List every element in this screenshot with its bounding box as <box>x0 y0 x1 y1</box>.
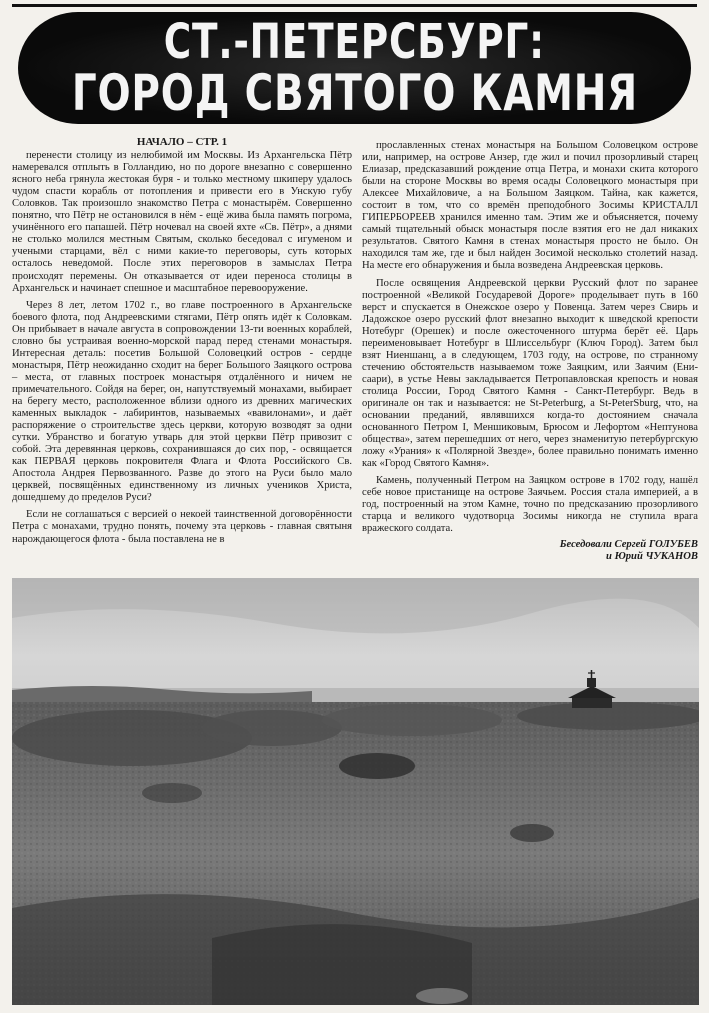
right-paragraph-1: прославленных стенах монастыря на Большом Соловецком острове или, например, на острове Анзер, где жил и почил прозорливый старец Елиазар, предсказавший рождение отца Петра, и монахи скита которого были на стороне Москвы во время осады Соловецкого монастыря при Алексее Михайловиче, а на Большом Заяцком. Тайна, как кажется, состоит в том, что со времён преподобного Зосимы КРИСТАЛЛ ГИПЕРБОРЕЕВ хранился именно там. Этим же и объясняется, почему самый тщательный обыск монастыря после взятия его не дал никаких результатов. Святого Камня в стенах монастыря просто не было. Он находился там же, где и был найден Зосимой несколько столетий назад. На месте его обнаружения и была возведена Андреевская церковь. <box>362 140 698 272</box>
headline-line-1: СТ.-ПЕТЕРСБУРГ: <box>163 14 546 70</box>
headline-line-2: ГОРОД СВЯТОГО КАМНЯ <box>71 64 638 122</box>
signature-line-2: и Юрий ЧУКАНОВ <box>606 550 698 562</box>
left-paragraph-2: Через 8 лет, летом 1702 г., во главе построенного в Архангельске боевого флота, под Андреевскими стягами, Пётр опять идёт к Соловкам. Он прибывает в начале августа в сопровождении 13-ти военных кораблей, словно бы устраивая военно-морской парад перед стенами монастыря. Интересная деталь: посетив Большой Соловецкий остров - сердце монастыря, Пётр неожиданно сходит на берег Большого Заяцкого острова – места, от главных построек монастыря отдалённого и ничем не примечательного. Сойдя на берег, он, напутствуемый монахами, выбирает на берегу место, расположенное вблизи одного из древних магических каменных выкладок - лабиринтов, называемых «вавилонами», и даёт распоряжение о строительстве здесь церкви, которую возводят за одни сутки. Убранство и богатую утварь для этой церкви Пётр привозит с собой. Эта деревянная церковь, сохранившаяся до сих пор, - освящается как ПЕРВАЯ церковь покровителя Флага и Флота Российского Св. Апостола Андрея Первозванного. Разве до этого на Руси было мало церквей, посвящённых единственному из личных учеников Христа, дошедшему до пределов Руси? <box>12 299 352 504</box>
left-paragraph-1: перенести столицу из нелюбимой им Москвы. Из Архангельска Пётр намеревался отплыть в Голландию, но по дороге внезапно с совершенно ясного неба грянула жестокая буря - и только местному шкиперу удалось чудом спасти корабль от потопления и привести его в Унскую губу Соловков. Так произошло знакомство Петра с монастырём. Совершенно понятно, что Пётр не остановился в нём - ещё жива была память погрома, учинённого его папашей. Пётр ночевал на своей яхте «Св. Пётр», а днями не столько молился местным Святым, сколько беседовал с игуменом и учеными старцами, вёл с ними какие-то переговоры, суть которых осталось неведомой. После этих переговоров в замыслах Петра происходят перемены. Он отказывается от идеи переноса столицы в Архангельск и начинает спешное и масштабное перевооружение. <box>12 150 352 294</box>
landscape-photo <box>12 578 699 1005</box>
right-column <box>362 140 698 563</box>
left-paragraph-3: Если не соглашаться с версией о некоей таинственной договорённости Петра с монахами, трудно понять, почему эта церковь - главная святыня нарождающегося флота - была поставлена не в <box>12 509 352 545</box>
left-column <box>12 136 352 546</box>
landscape-photo-image <box>12 578 699 1005</box>
top-rule <box>12 4 697 7</box>
signature-line-1: Беседовали Сергей ГОЛУБЕВ <box>559 538 698 550</box>
headline-banner <box>18 12 691 124</box>
author-signature <box>362 539 698 563</box>
right-paragraph-3: Камень, полученный Петром на Заяцком острове в 1702 году, нашёл себе новое пристанище на острове Заячьем. Россия стала империей, а в год, построенный на этом Камне, точно по предсказанию прозорливого старца и великого чудотворца Зосимы никогда не ступила врага вражеского солдата. <box>362 475 698 535</box>
continuation-note: НАЧАЛО – СТР. 1 <box>136 136 228 148</box>
right-paragraph-2: После освящения Андреевской церкви Русский флот по заранее построенной «Великой Государевой Дороге» проделывает путь в 160 верст и спускается в Онежское озеро у Повенца. Затем через Свирь и Ладожское озеро русский флот внезапно выходит к шведской крепости Нотебург (Орешек) и после ожесточенного штурма берёт её. Царь переименовывает Нотебург в Шлиссельбург (Ключ Город). Затем был взят Ниеншанц, а в следующем, 1703 году, на острове, по странному стечению обстоятельств называемом тоже Заяцким, или Заячим (Ени-саари), в устье Невы закладывается Петропавловская крепость и новая столица России, Город Святого Камня - Санкт-Петербург. Ведь в оригинале он так и называется: не St-Peterburg, а St-PeterSburg, что, на основании преданий, являвшихся когда-то достоянием сначала основанного Петром I, Меншиковым, Брюсом и Лефортом «Нептунова общества», затем перешедших от него, через знаменитую петербургскую ложу «Урания» к «Полярной Звезде», более правильно понимать именно как «Город Святого Камня». <box>362 277 698 470</box>
